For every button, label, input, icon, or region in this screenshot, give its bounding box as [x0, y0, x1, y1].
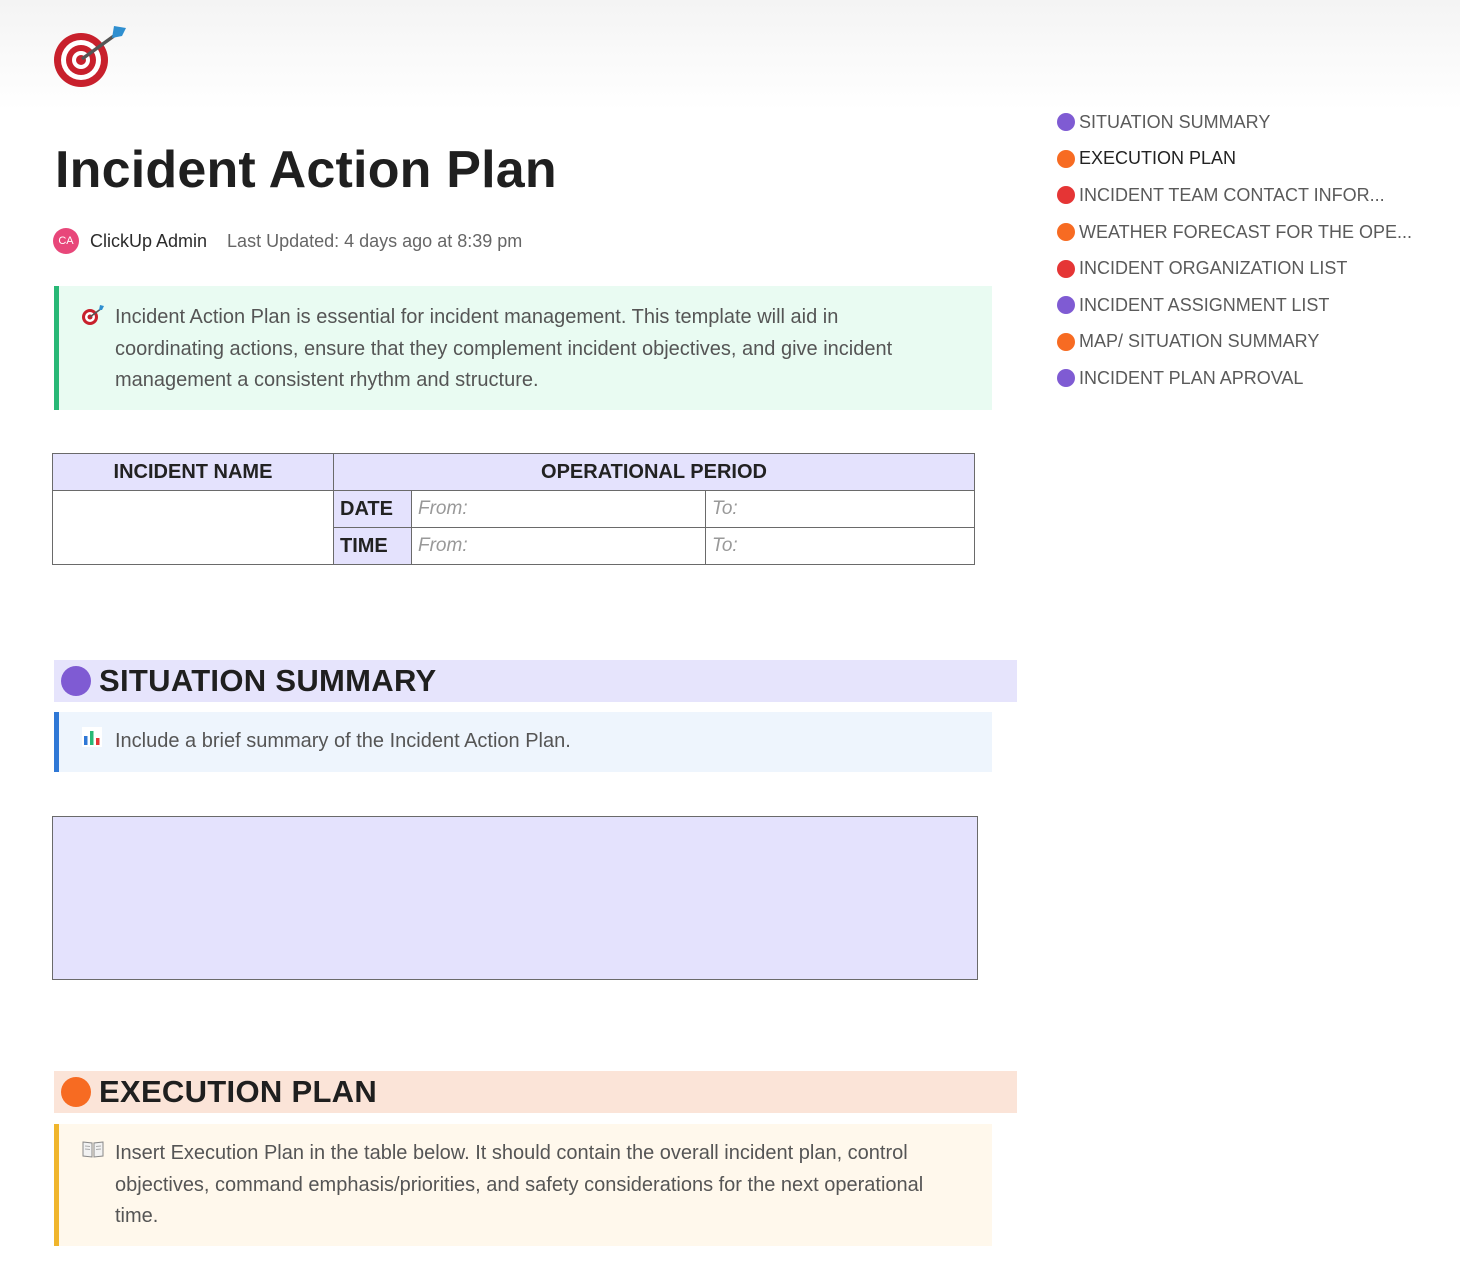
toc-item-incident-assignment[interactable] [1057, 287, 1447, 324]
toc-label: EXECUTION PLAN [1079, 148, 1237, 169]
avatar[interactable]: CA [53, 228, 79, 254]
toc-label: INCIDENT ASSIGNMENT LIST [1079, 294, 1330, 315]
last-updated: Last Updated: 4 days ago at 8:39 pm [227, 230, 523, 251]
summary-callout [54, 712, 992, 772]
time-label: TIME [334, 528, 412, 565]
incident-info-table [52, 453, 975, 565]
toc-dot-icon [1057, 113, 1075, 131]
execution-callout-text: Insert Execution Plan in the table below. It should contain the overall incident plan, control objectives, command emphasis/priorities, and safety considerations for the next operational time. [115, 1142, 924, 1227]
toc-label: SITUATION SUMMARY [1079, 111, 1271, 132]
summary-callout-text: Include a brief summary of the Incident Action Plan. [115, 730, 571, 752]
target-icon [81, 304, 105, 337]
execution-plan-heading [54, 1071, 1017, 1113]
time-from-cell[interactable]: From: [412, 528, 706, 565]
toc-dot-icon [1057, 260, 1075, 278]
author-name[interactable]: ClickUp Admin [90, 230, 208, 251]
toc-item-incident-plan-approval[interactable] [1057, 360, 1447, 397]
date-to-cell[interactable]: To: [706, 491, 975, 528]
page-title: Incident Action Plan [55, 141, 557, 199]
incident-name-header: INCIDENT NAME [53, 454, 334, 491]
toc-dot-icon [1057, 333, 1075, 351]
orange-circle-icon [61, 1077, 91, 1107]
execution-callout [54, 1124, 992, 1246]
time-to-cell[interactable]: To: [706, 528, 975, 565]
toc-label: INCIDENT ORGANIZATION LIST [1079, 258, 1348, 279]
purple-circle-icon [61, 666, 91, 696]
date-from-cell[interactable]: From: [412, 491, 706, 528]
execution-plan-title: EXECUTION PLAN [99, 1074, 378, 1109]
target-logo-icon [52, 24, 128, 88]
toc-dot-icon [1057, 369, 1075, 387]
situation-summary-box[interactable] [52, 816, 978, 980]
toc-item-map-situation-summary[interactable] [1057, 324, 1447, 361]
toc-item-situation-summary[interactable] [1057, 104, 1447, 141]
intro-callout [54, 286, 992, 410]
toc-item-incident-team-contact[interactable] [1057, 177, 1447, 214]
incident-name-cell[interactable] [53, 491, 334, 565]
toc-label: MAP/ SITUATION SUMMARY [1079, 331, 1320, 352]
situation-summary-heading [54, 660, 1017, 702]
toc-label: WEATHER FORECAST FOR THE OPE... [1079, 221, 1413, 242]
toc-item-incident-organization[interactable] [1057, 250, 1447, 287]
table-of-contents [1057, 104, 1447, 397]
toc-label: INCIDENT PLAN APROVAL [1079, 367, 1304, 388]
intro-callout-text: Incident Action Plan is essential for incident management. This template will aid in coordinating actions, ensure that they complement incident objectives, and give incident management a consistent rhythm and structure. [115, 306, 893, 391]
toc-item-execution-plan[interactable] [1057, 141, 1447, 178]
bar-chart-icon [81, 726, 103, 759]
toc-label: INCIDENT TEAM CONTACT INFOR... [1079, 184, 1385, 205]
toc-dot-icon [1057, 150, 1075, 168]
toc-dot-icon [1057, 186, 1075, 204]
toc-item-weather-forecast[interactable] [1057, 214, 1447, 251]
doc-meta [53, 228, 522, 254]
date-label: DATE [334, 491, 412, 528]
book-icon [81, 1138, 105, 1170]
toc-dot-icon [1057, 223, 1075, 241]
toc-dot-icon [1057, 296, 1075, 314]
situation-summary-title: SITUATION SUMMARY [99, 663, 437, 698]
operational-period-header: OPERATIONAL PERIOD [334, 454, 975, 491]
